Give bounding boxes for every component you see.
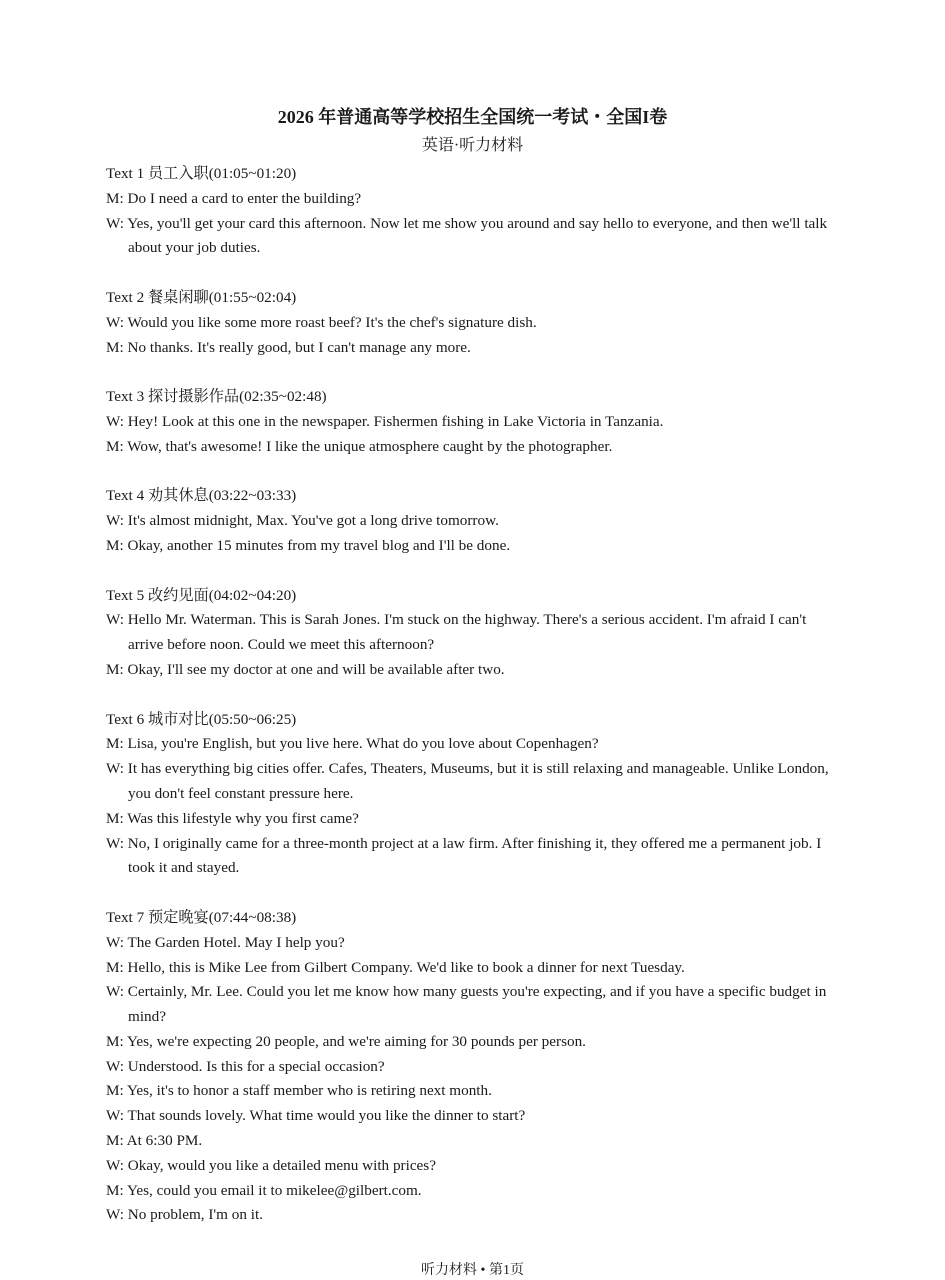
dialogue-line: W: It has everything big cities offer. Cafes, Theaters, Museums, but it is still relaxing and manageable. Unlike London, you don't feel constant pressure here. — [106, 760, 829, 802]
page-subtitle: 英语·听力材料 — [421, 137, 524, 154]
dialogue-line: M: Hello, this is Mike Lee from Gilbert Company. We'd like to book a dinner for next Tuesday. — [106, 958, 685, 976]
dialogue-line: W: No, I originally came for a three-month project at a law firm. After finishing it, they offered me a permanent job. I took it and stayed. — [106, 834, 822, 877]
dialogue-line: W: Okay, would you like a detailed menu with prices? — [106, 1156, 436, 1174]
text-section-5 — [106, 584, 842, 683]
dialogue-line: M: Wow, that's awesome! I like the unique atmosphere caught by the photographer. — [106, 437, 613, 455]
text-section-2 — [106, 286, 842, 360]
text-section-6 — [106, 708, 842, 882]
page-title: 2026 年普通高等学校招生全国统一考试・全国I卷 — [277, 107, 668, 127]
dialogue-line: W: Understood. Is this for a special occasion? — [106, 1057, 385, 1075]
section-heading: Text 6 城市对比(05:50~06:25) — [106, 710, 297, 728]
dialogue-line: W: The Garden Hotel. May I help you? — [106, 933, 345, 951]
dialogue-line: W: That sounds lovely. What time would you like the dinner to start? — [106, 1107, 526, 1125]
dialogue-line: W: Hey! Look at this one in the newspaper. Fishermen fishing in Lake Victoria in Tanzania. — [106, 412, 664, 430]
text-section-1 — [106, 162, 842, 261]
dialogue-line: M: Yes, we're expecting 20 people, and we're aiming for 30 pounds per person. — [106, 1032, 586, 1050]
text-section-4 — [106, 484, 842, 558]
dialogue-line: M: Was this lifestyle why you first came? — [106, 809, 359, 827]
section-heading: Text 1 员工入职(01:05~01:20) — [106, 165, 297, 182]
dialogue-line: M: Yes, could you email it to mikelee@gilbert.com. — [106, 1181, 422, 1199]
dialogue-line: M: Okay, another 15 minutes from my travel blog and I'll be done. — [106, 536, 511, 554]
dialogue-line: M: No thanks. It's really good, but I can't manage any more. — [106, 338, 471, 356]
page-footer: 听力材料 • 第1页 — [421, 1263, 524, 1278]
dialogue-line: W: Would you like some more roast beef? It's the chef's signature dish. — [106, 313, 537, 331]
section-heading: Text 7 预定晚宴(07:44~08:38) — [106, 908, 297, 926]
section-heading: Text 5 改约见面(04:02~04:20) — [106, 586, 297, 604]
dialogue-line: M: Do I need a card to enter the building? — [106, 189, 362, 207]
section-heading: Text 2 餐桌闲聊(01:55~02:04) — [106, 288, 297, 306]
text-section-7 — [106, 906, 842, 1228]
dialogue-line: M: Okay, I'll see my doctor at one and will be available after two. — [106, 660, 505, 678]
dialogue-line: W: Hello Mr. Waterman. This is Sarah Jones. I'm stuck on the highway. There's a serious accident. I'm afraid I can't arrive before noon. Could we meet this afternoon? — [106, 611, 807, 654]
dialogue-line: W: Yes, you'll get your card this afternoon. Now let me show you around and say hello to everyone, and then we'll talk about your job duties. — [106, 214, 828, 257]
dialogue-line: M: Lisa, you're English, but you live here. What do you love about Copenhagen? — [106, 735, 599, 753]
section-heading: Text 4 劝其休息(03:22~03:33) — [106, 487, 297, 505]
section-heading: Text 3 探讨摄影作品(02:35~02:48) — [106, 388, 327, 406]
dialogue-line: M: Yes, it's to honor a staff member who is retiring next month. — [106, 1082, 492, 1100]
dialogue-line: W: No problem, I'm on it. — [106, 1206, 263, 1224]
transcript-body — [106, 162, 842, 1253]
dialogue-line: W: It's almost midnight, Max. You've got a long drive tomorrow. — [106, 512, 499, 530]
dialogue-line: M: At 6:30 PM. — [106, 1132, 203, 1150]
text-section-3 — [106, 385, 842, 459]
dialogue-line: W: Certainly, Mr. Lee. Could you let me know how many guests you're expecting, and if you have a specific budget in mind? — [106, 983, 827, 1026]
